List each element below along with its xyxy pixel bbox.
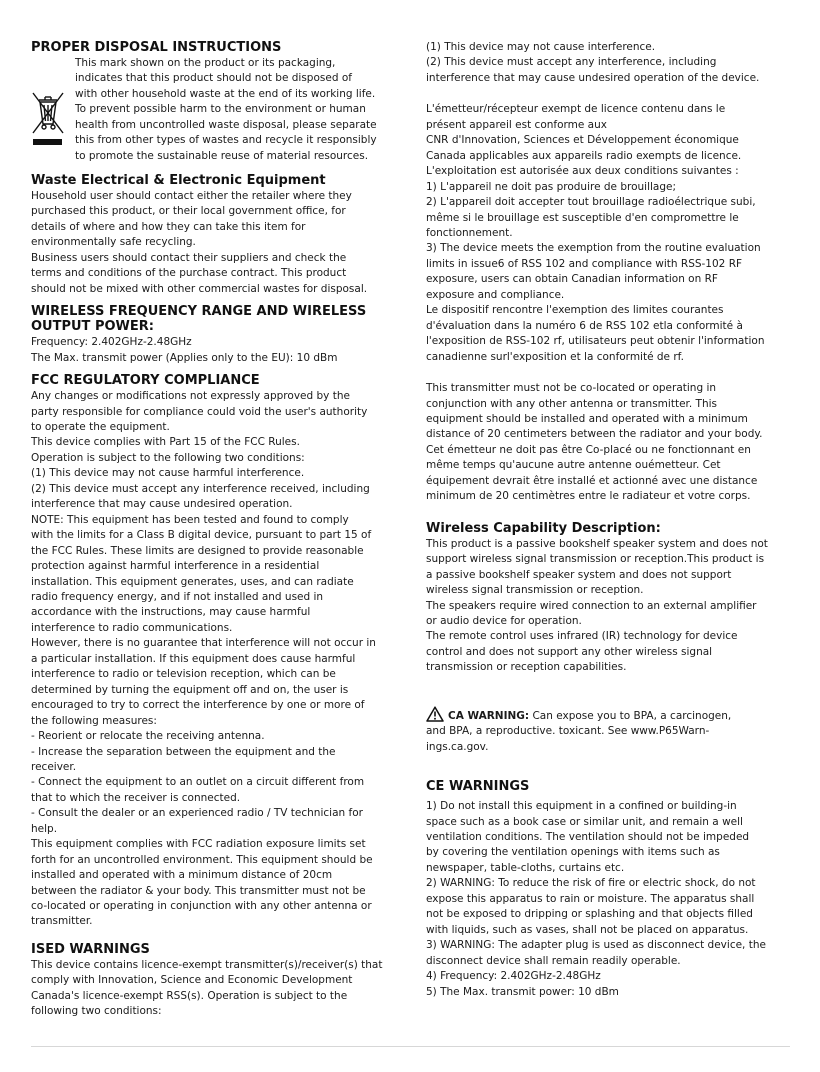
weee-bar: [33, 139, 62, 145]
transmitter-line: équipement devrait être installé et actionné avec une distance: [426, 474, 758, 487]
ised-condition-line: (2) This device must accept any interference, including: [426, 56, 717, 69]
transmitter-line: This transmitter must not be co-located or operating in: [426, 382, 717, 395]
ised-french-line: fonctionnement.: [426, 226, 513, 239]
disposal-section: [31, 56, 403, 166]
ised-french-line: L'exploitation est autorisée aux deux conditions suivantes :: [426, 165, 739, 178]
wireless-power-heading: [31, 304, 403, 334]
fcc-line: Any changes or modifications not expressly approved by the: [31, 390, 350, 403]
crossed-out-wheelie-bin-icon: [31, 91, 65, 135]
ce-line: with liquids, such as vases, shall not be placed on apparatus.: [426, 923, 749, 936]
fcc-line: accordance with the instructions, may cause harmful: [31, 606, 311, 619]
wireless-capability-line: a passive bookshelf speaker system and does not support: [426, 568, 732, 581]
ce-line: ventilation conditions. The ventilation should not be impeded: [426, 831, 750, 844]
bottom-divider: [31, 1046, 790, 1047]
ised-line: following two conditions:: [31, 1005, 162, 1018]
ce-text: [426, 799, 790, 1000]
ised-french-line: Le dispositif rencontre l'exemption des limites courantes: [426, 304, 724, 317]
wireless-power-heading-line2: OUTPUT POWER:: [31, 319, 154, 335]
wireless-power-line: The Max. transmit power (Applies only to the EU): 10 dBm: [31, 351, 338, 364]
ised-french-text: [426, 102, 790, 365]
ised-french-line: d'évaluation dans la numéro 6 de RSS 102 etla conformité à: [426, 319, 743, 332]
ce-line: 3) WARNING: The adapter plug is used as disconnect device, the: [426, 939, 766, 952]
fcc-line: that to which the receiver is connected.: [31, 791, 241, 804]
fcc-line: (1) This device may not cause harmful interference.: [31, 467, 305, 480]
ce-line: 1) Do not install this equipment in a confined or building-in: [426, 800, 737, 813]
weee-symbol: [31, 56, 75, 166]
ised-french-line: exposure, users can obtain Canadian information on RF: [426, 273, 718, 286]
fcc-line: determined by turning the equipment off and on, the user is: [31, 683, 349, 696]
wireless-capability-line: The speakers require wired connection to an external amplifier: [426, 599, 757, 612]
ce-line: space such as a book case or similar unit, and remain a well: [426, 815, 743, 828]
wireless-capability-line: transmission or reception capabilities.: [426, 661, 627, 674]
ised-french-line: 3) The device meets the exemption from the routine evaluation: [426, 242, 761, 255]
ce-heading: CE WARNINGS: [426, 779, 530, 795]
fcc-line: - Consult the dealer or an experienced radio / TV technician for: [31, 807, 363, 820]
fcc-line: interference to radio communications.: [31, 621, 233, 634]
wireless-power-heading-line1: WIRELESS FREQUENCY RANGE AND WIRELESS: [31, 304, 367, 320]
transmitter-text: [426, 381, 790, 505]
fcc-line: party responsible for compliance could void the user's authority: [31, 405, 368, 418]
weee-line: environmentally safe recycling.: [31, 236, 196, 249]
wireless-power-line: Frequency: 2.402GHz-2.48GHz: [31, 336, 192, 349]
fcc-line: encouraged to try to correct the interference by one or more of: [31, 699, 365, 712]
ised-line: comply with Innovation, Science and Economic Development: [31, 974, 353, 987]
transmitter-line: minimum de 20 centimètres entre le radiateur et votre corps.: [426, 490, 751, 503]
wireless-capability-line: control and does not support any other wireless signal: [426, 645, 713, 658]
ce-line: not be exposed to dripping or splashing and that objects filled: [426, 908, 753, 921]
fcc-line: help.: [31, 822, 58, 835]
fcc-line: the following measures:: [31, 714, 157, 727]
ised-line: This device contains licence-exempt transmitter(s)/receiver(s) that: [31, 958, 383, 971]
disposal-line: This mark shown on the product or its packaging,: [75, 57, 336, 69]
weee-line: Household user should contact either the retailer where they: [31, 190, 352, 202]
fcc-line: to operate the equipment.: [31, 420, 170, 433]
disposal-line: to promote the sustainable reuse of material resources.: [75, 149, 369, 162]
ce-line: 5) The Max. transmit power: 10 dBm: [426, 985, 619, 998]
wireless-capability-line: This product is a passive bookshelf speaker system and does not: [426, 537, 768, 550]
fcc-line: radio frequency energy, and if not installed and used in: [31, 590, 324, 603]
ised-french-line: exposure and compliance.: [426, 288, 565, 301]
weee-line: purchased this product, or their local government office, for: [31, 205, 346, 218]
fcc-line: - Connect the equipment to an outlet on a circuit different from: [31, 776, 365, 789]
fcc-line: Operation is subject to the following two conditions:: [31, 451, 305, 464]
ce-line: 4) Frequency: 2.402GHz-2.48GHz: [426, 970, 601, 983]
wireless-capability-line: The remote control uses infrared (IR) technology for device: [426, 630, 738, 643]
transmitter-line: Cet émetteur ne doit pas être Co-placé ou ne fonctionnant en: [426, 443, 751, 456]
wireless-capability-line: wireless signal transmission or reception.: [426, 584, 644, 597]
ised-french-line: présent appareil est conforme aux: [426, 118, 607, 131]
weee-text: [31, 189, 403, 297]
ised-text: [31, 958, 403, 1020]
fcc-line: forth for an uncontrolled environment. This equipment should be: [31, 853, 373, 866]
fcc-line: the FCC Rules. These limits are designed to provide reasonable: [31, 544, 364, 557]
fcc-line: transmitter.: [31, 915, 93, 928]
transmitter-line: conjunction with any other antenna or transmitter. This: [426, 397, 718, 410]
fcc-line: (2) This device must accept any interference received, including: [31, 482, 370, 495]
ce-line: expose this apparatus to rain or moisture. The apparatus shall: [426, 892, 755, 905]
ca-warning-line: ings.ca.gov.: [426, 740, 489, 753]
weee-heading: Waste Electrical & Electronic Equipment: [31, 173, 326, 188]
transmitter-line: même temps qu'aucune autre antenne ouémetteur. Cet: [426, 459, 721, 472]
disposal-line: this from other types of wastes and recycle it responsibly: [75, 134, 377, 147]
disposal-text: [75, 56, 377, 166]
wireless-capability-heading: Wireless Capability Description:: [426, 520, 661, 536]
ised-french-line: Canada applicables aux appareils radio exempts de licence.: [426, 149, 742, 162]
ised-french-line: l'exposition de RSS-102 rf, utilisateurs peut obtenir l'information: [426, 335, 765, 348]
ce-line: newspaper, table-cloths, curtains etc.: [426, 861, 625, 874]
disposal-line: with other household waste at the end of its working life.: [75, 87, 376, 100]
wireless-capability-text: [426, 537, 790, 676]
fcc-line: This device complies with Part 15 of the FCC Rules.: [31, 436, 300, 449]
ca-warning-label: CA WARNING:: [448, 709, 530, 722]
disposal-heading: PROPER DISPOSAL INSTRUCTIONS: [31, 40, 282, 55]
fcc-line: between the radiator & your body. This transmitter must not be: [31, 884, 366, 897]
fcc-line: NOTE: This equipment has been tested and found to comply: [31, 513, 349, 526]
ised-french-line: limits in issue6 of RSS 102 and compliance with RSS-102 RF: [426, 257, 743, 270]
weee-line: Business users should contact their suppliers and check the: [31, 251, 347, 264]
fcc-line: - Reorient or relocate the receiving antenna.: [31, 730, 265, 743]
transmitter-line: distance of 20 centimeters between the radiator and your body.: [426, 428, 763, 441]
wireless-capability-line: support wireless signal transmission or reception.This product is: [426, 553, 765, 566]
fcc-heading: FCC REGULATORY COMPLIANCE: [31, 373, 260, 389]
fcc-line: a particular installation. If this equipment does cause harmful: [31, 652, 356, 665]
fcc-line: - Increase the separation between the equipment and the: [31, 745, 336, 758]
ca-warning-first-line: [426, 706, 790, 724]
ised-french-line: canadienne surl'exposition et la conformité de rf.: [426, 350, 684, 363]
fcc-line: interference that may cause undesired operation.: [31, 498, 293, 511]
transmitter-line: equipment should be installed and operated with a minimum: [426, 412, 748, 425]
weee-line: should not be mixed with other commercial wastes for disposal.: [31, 282, 368, 295]
ised-condition-line: interference that may cause undesired operation of the device.: [426, 71, 760, 84]
ca-warning-text: Can expose you to BPA, a carcinogen,: [529, 709, 732, 722]
weee-line: details of where and how they can take this item for: [31, 220, 306, 233]
ised-french-line: même si le brouillage est susceptible d'en compromettre le: [426, 211, 739, 224]
ised-line: Canada's licence-exempt RSS(s). Operation is subject to the: [31, 989, 348, 1002]
fcc-line: protection against harmful interference in a residential: [31, 560, 320, 573]
warning-triangle-icon: [426, 706, 444, 722]
ce-line: disconnect device shall remain readily operable.: [426, 954, 681, 967]
fcc-line: However, there is no guarantee that interference will not occur in: [31, 637, 376, 650]
ce-line: by covering the ventilation openings with items such as: [426, 846, 720, 859]
disposal-line: health from uncontrolled waste disposal, please separate: [75, 118, 377, 131]
right-column: [426, 40, 790, 1000]
wireless-capability-line: or audio device for operation.: [426, 614, 582, 627]
ised-french-line: L'émetteur/récepteur exempt de licence contenu dans le: [426, 103, 726, 116]
left-column: [31, 40, 403, 1020]
ca-warning: [426, 706, 790, 755]
fcc-line: This equipment complies with FCC radiation exposure limits set: [31, 838, 366, 851]
weee-line: terms and conditions of the purchase contract. This product: [31, 267, 347, 280]
wireless-power-text: [31, 335, 403, 366]
fcc-line: installation. This equipment generates, uses, and can radiate: [31, 575, 354, 588]
ised-heading: ISED WARNINGS: [31, 941, 150, 957]
ce-line: 2) WARNING: To reduce the risk of fire or electric shock, do not: [426, 877, 756, 890]
ised-french-line: 1) L'appareil ne doit pas produire de brouillage;: [426, 180, 677, 193]
ca-warning-line: and BPA, a reproductive. toxicant. See www.P65Warn-: [426, 725, 710, 738]
fcc-line: co-located or operating in conjunction with any other antenna or: [31, 900, 372, 913]
ised-conditions: [426, 40, 790, 86]
ised-french-line: 2) L'appareil doit accepter tout brouillage radioélectrique subi,: [426, 196, 756, 209]
ised-french-line: CNR d'Innovation, Sciences et Développement économique: [426, 134, 739, 147]
fcc-text: [31, 389, 403, 930]
fcc-line: installed and operated with a minimum distance of 20cm: [31, 869, 333, 882]
fcc-line: receiver.: [31, 760, 77, 773]
disposal-line: To prevent possible harm to the environment or human: [75, 103, 366, 116]
fcc-line: interference to radio or television reception, which can be: [31, 668, 336, 681]
disposal-line: indicates that this product should not be disposed of: [75, 72, 352, 85]
fcc-line: with the limits for a Class B digital device, pursuant to part 15 of: [31, 529, 372, 542]
ised-condition-line: (1) This device may not cause interference.: [426, 41, 656, 53]
